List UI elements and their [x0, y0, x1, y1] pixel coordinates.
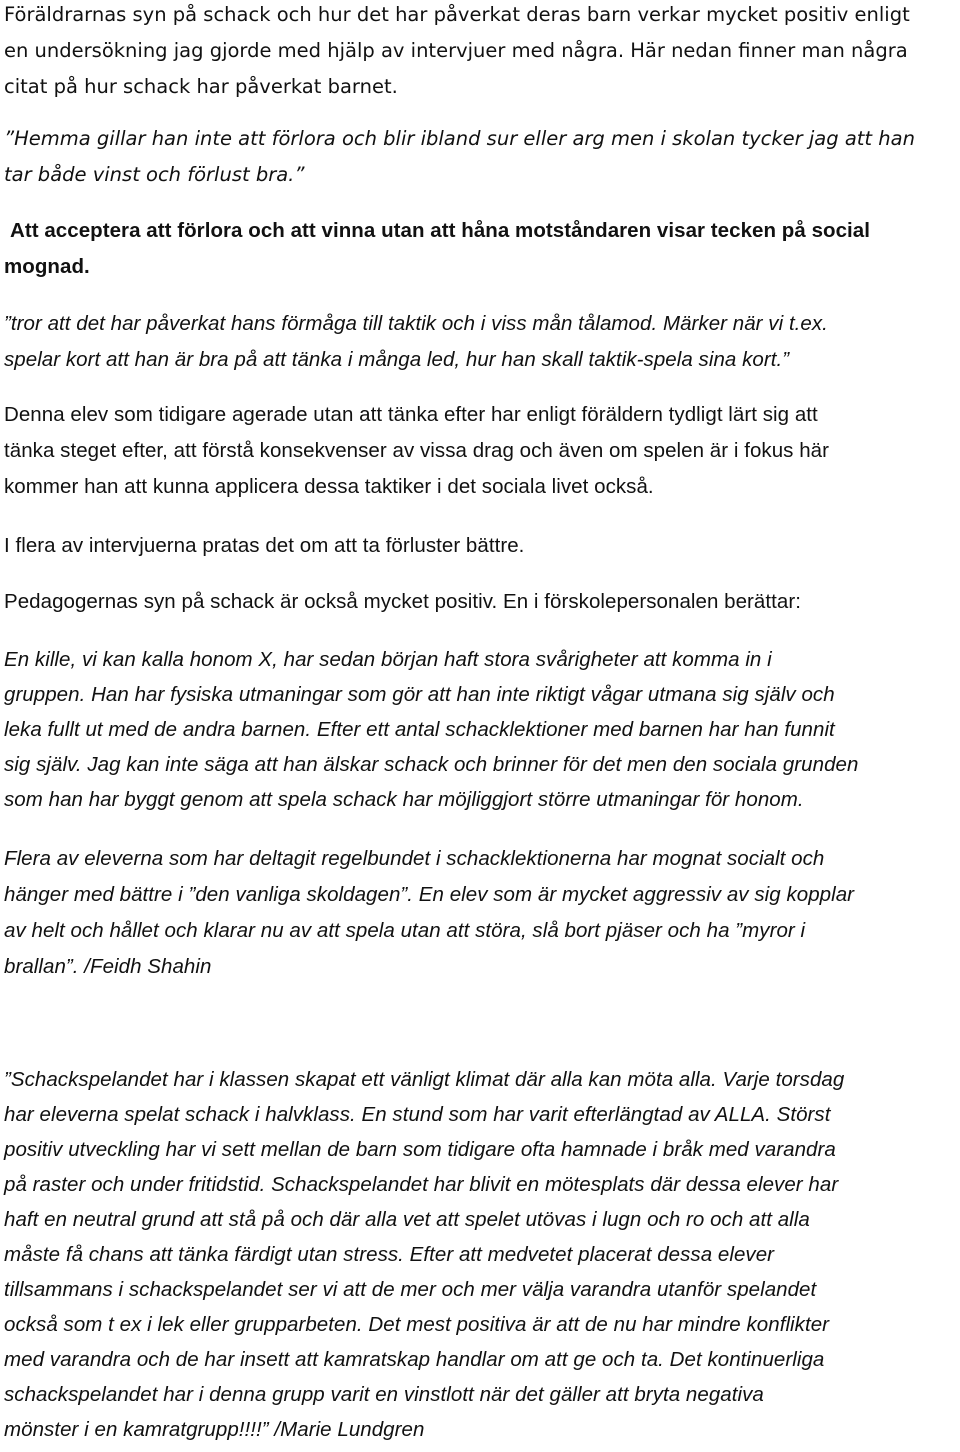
teachers-paragraph: [4, 584, 958, 620]
text-line: ”Hemma gillar han inte att förlora och blir ibland sur eller arg men i skolan tycker jag att han: [4, 127, 915, 150]
text-line: måste få chans att tänka färdigt utan stress. Efter att medvetet placerat dessa elever: [4, 1243, 775, 1266]
preschool-quote: [4, 642, 958, 817]
text-line: kommer han att kunna applicera dessa taktiker i det sociala livet också.: [4, 475, 654, 498]
text-line: Föräldrarnas syn på schack och hur det har påverkat deras barn verkar mycket positiv enligt: [4, 3, 910, 26]
text-line: har eleverna spelat schack i halvklass. En stund som har varit efterlängtad av ALLA. Störst: [4, 1103, 831, 1126]
text-line: ”tror att det har påverkat hans förmåga till taktik och i viss mån tålamod. Märker när vi t.ex.: [4, 312, 828, 335]
text-line: ”Schackspelandet har i klassen skapat ett vänligt klimat där alla kan möta alla. Varje torsdag: [4, 1068, 845, 1091]
text-line: tänka steget efter, att förstå konsekvenser av vissa drag och även om spelen är i fokus här: [4, 439, 829, 462]
text-line: I flera av intervjuerna pratas det om att ta förluster bättre.: [4, 534, 525, 557]
text-line: med varandra och de har insett att kamratskap handlar om att ge och ta. Det kontinuerliga: [4, 1348, 825, 1371]
social-maturity-statement: [4, 213, 960, 285]
text-line: på raster och under fritidstid. Schackspelandet har blivit en mötesplats där dessa elever har: [4, 1173, 839, 1196]
text-line: brallan”. /Feidh Shahin: [4, 955, 212, 978]
text-line: Denna elev som tidigare agerade utan att tänka efter har enligt föräldern tydligt lärt sig att: [4, 403, 818, 426]
parent-quote-2: [4, 306, 958, 378]
text-line: av helt och hållet och klarar nu av att spela utan att störa, slå bort pjäser och ha ”myror i: [4, 919, 806, 942]
analysis-paragraph: [4, 397, 958, 505]
intro-paragraph: [4, 0, 958, 105]
text-line: en undersökning jag gjorde med hjälp av intervjuer med några. Här nedan finner man några: [4, 39, 908, 62]
parent-quote-1: [4, 121, 958, 193]
text-line: citat på hur schack har påverkat barnet.: [4, 75, 398, 98]
losses-paragraph: [4, 528, 958, 564]
text-line: Att acceptera att förlora och att vinna utan att håna motståndaren visar tecken på social: [10, 219, 870, 242]
lundgren-quote: [4, 1062, 958, 1447]
text-line: haft en neutral grund att stå på och där alla vet att spelet utövas i lugn och ro och att alla: [4, 1208, 810, 1231]
text-line: positiv utveckling har vi sett mellan de barn som tidigare ofta hamnade i bråk med varandra: [4, 1138, 836, 1161]
text-line: Pedagogernas syn på schack är också mycket positiv. En i förskolepersonalen berättar:: [4, 590, 801, 613]
text-line: schackspelandet har i denna grupp varit en vinstlott när det gäller att bryta negativa: [4, 1383, 764, 1406]
text-line: hänger med bättre i ”den vanliga skoldagen”. En elev som är mycket aggressiv av sig kopplar: [4, 883, 855, 906]
shahin-quote: [4, 841, 958, 985]
text-line: gruppen. Han har fysiska utmaningar som gör att han inte riktigt vågar utmana sig själv och: [4, 683, 835, 706]
text-line: som han har byggt genom att spela schack har möjliggjort större utmaningar för honom.: [4, 788, 804, 811]
text-line: leka fullt ut med de andra barnen. Efter ett antal schacklektioner med barnen har han funnit: [4, 718, 835, 741]
text-line: tar både vinst och förlust bra.”: [4, 163, 305, 186]
text-line: sig själv. Jag kan inte säga att han älskar schack och brinner för det men den sociala grunden: [4, 753, 859, 776]
text-line: också som t ex i lek eller grupparbeten. Det mest positiva är att de nu har mindre konflikter: [4, 1313, 830, 1336]
text-line: Flera av eleverna som har deltagit regelbundet i schacklektionerna har mognat socialt och: [4, 847, 825, 870]
text-line: tillsammans i schackspelandet ser vi att de mer och mer välja varandra utanför spelandet: [4, 1278, 817, 1301]
text-line: spelar kort att han är bra på att tänka i många led, hur han skall taktik-spela sina kort.”: [4, 348, 790, 371]
text-line: mognad.: [4, 255, 90, 278]
text-line: En kille, vi kan kalla honom X, har sedan början haft stora svårigheter att komma in i: [4, 648, 772, 671]
text-line: mönster i en kamratgrupp!!!!” /Marie Lundgren: [4, 1418, 425, 1441]
